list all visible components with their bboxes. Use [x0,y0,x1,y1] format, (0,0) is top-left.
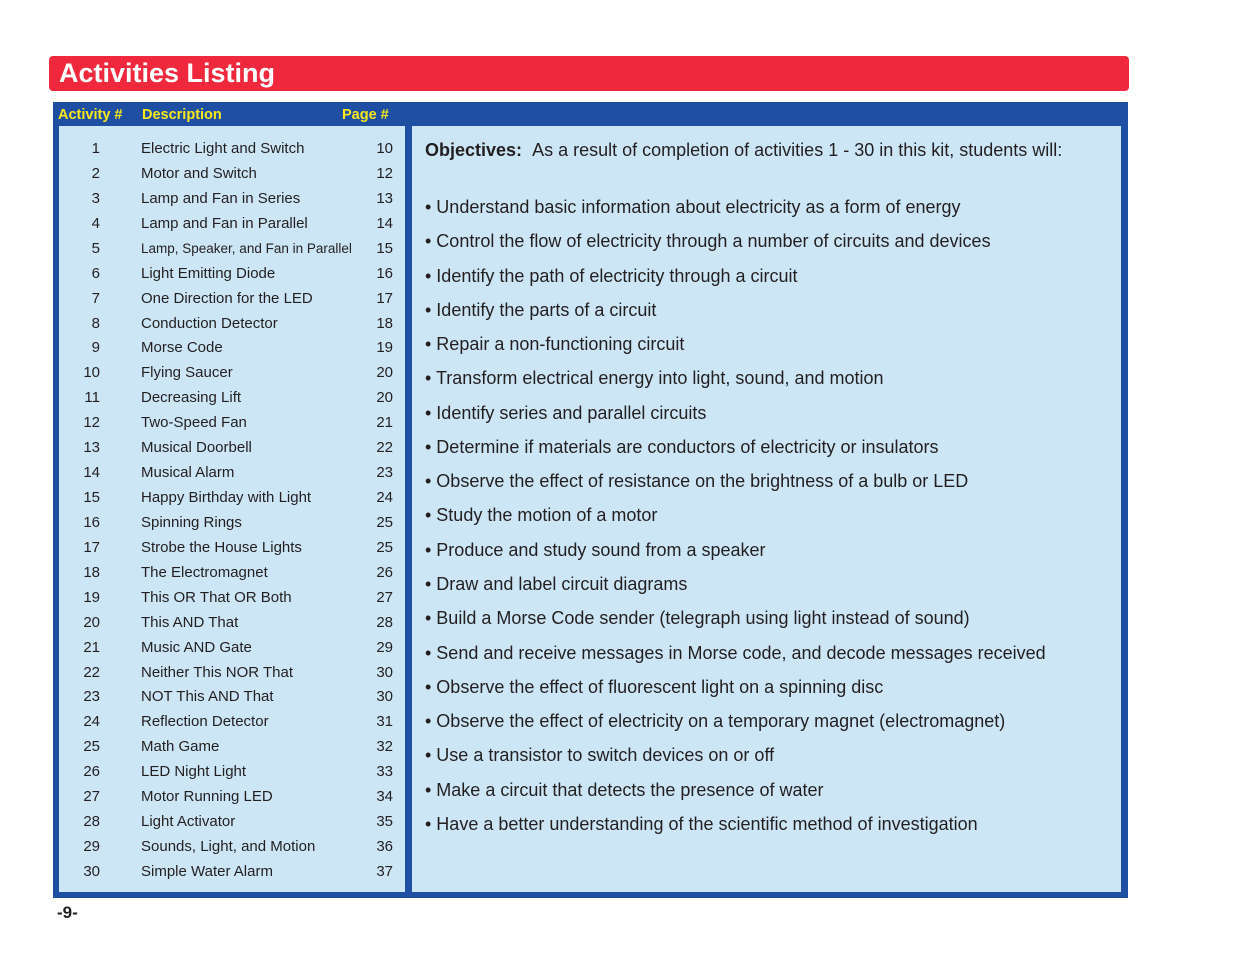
activity-page: 26 [376,563,393,581]
table-row [59,762,405,787]
activity-page: 30 [376,688,393,706]
activity-page: 25 [376,513,393,531]
table-row [59,338,405,363]
activity-number: 29 [83,838,100,856]
activity-description: Happy Birthday with Light [141,489,312,507]
activity-description: Conduction Detector [141,314,278,332]
activity-number: 4 [91,214,100,232]
table-row [59,289,405,314]
objective-item: • Repair a non-functioning circuit [425,334,685,355]
activity-description: Decreasing Lift [141,389,242,407]
table-row [59,139,405,164]
activity-number: 26 [83,763,100,781]
objectives-intro-text: As a result of completion of activities 1 - 30 in this kit, students will: [532,140,1063,160]
activity-number: 8 [91,314,100,332]
table-row [59,812,405,837]
table-row [59,314,405,339]
activity-description: Motor Running LED [141,788,273,806]
title-bar [49,56,1129,91]
objective-item: • Draw and label circuit diagrams [425,573,688,594]
activity-number: 9 [91,339,100,357]
page-title: Activities Listing [59,58,276,88]
activity-page: 29 [376,638,393,656]
activity-page: 36 [376,838,393,856]
activity-description: Light Activator [141,813,236,831]
activity-page: 33 [376,763,393,781]
objective-item: • Observe the effect of electricity on a temporary magnet (electromagnet) [425,711,1006,732]
objective-item: • Observe the effect of resistance on the brightness of a bulb or LED [425,471,969,492]
activity-description: NOT This AND That [141,688,274,706]
activity-page: 27 [376,588,393,606]
table-row [59,862,405,887]
objective-item: • Use a transistor to switch devices on or off [425,745,775,766]
activity-page: 37 [376,862,393,880]
activity-page: 18 [376,314,393,332]
activity-description: Strobe the House Lights [141,538,302,556]
activity-page: 31 [376,713,393,731]
activity-page: 28 [376,613,393,631]
activity-number: 13 [83,439,100,457]
table-row [59,712,405,737]
objective-item: • Determine if materials are conductors of electricity or insulators [425,436,939,457]
objective-item: • Produce and study sound from a speaker [425,539,766,560]
objective-item: • Identify the parts of a circuit [425,299,657,320]
objective-item: • Observe the effect of fluorescent light on a spinning disc [425,676,884,697]
activity-page: 24 [376,489,393,507]
table-row [59,513,405,538]
activity-description: Musical Doorbell [141,439,252,457]
table-row [59,613,405,638]
table-row [59,463,405,488]
activity-page: 34 [376,788,393,806]
activity-page: 20 [376,364,393,382]
activity-page: 25 [376,538,393,556]
activity-page: 20 [376,389,393,407]
activity-number: 22 [83,663,100,681]
activity-page: 21 [376,414,393,432]
objectives-panel [412,126,1121,892]
table-row [59,687,405,712]
objective-item: • Build a Morse Code sender (telegraph using light instead of sound) [425,608,970,629]
activity-number: 1 [91,140,100,157]
page-number: -9- [57,903,78,922]
activity-number: 6 [91,264,100,282]
activity-description: Lamp and Fan in Parallel [141,214,308,232]
activity-page: 22 [376,439,393,457]
activity-description: LED Night Light [141,763,247,781]
page-number-header: Page # [342,107,389,123]
table-row [59,264,405,289]
activity-page: 14 [376,214,393,232]
activity-page: 19 [376,339,393,357]
activity-page: 16 [376,264,393,282]
table-row [59,189,405,214]
activity-page: 23 [376,464,393,482]
activity-number: 24 [83,713,100,731]
table-row [59,388,405,413]
activity-number: 27 [83,788,100,806]
activity-description: Two-Speed Fan [141,414,247,432]
activities-frame [53,102,1128,898]
activity-number: 19 [83,588,100,606]
activity-description: Reflection Detector [141,713,269,731]
activity-description: This OR That OR Both [141,588,292,606]
objectives-intro [425,139,1062,161]
table-row [59,438,405,463]
activity-number: 11 [84,389,100,407]
table-row [59,164,405,189]
objective-item: • Send and receive messages in Morse code, and decode messages received [425,642,1046,663]
objective-item: • Transform electrical energy into light, sound, and motion [425,368,884,389]
objective-item: • Identify the path of electricity through a circuit [425,265,798,286]
activity-page: 10 [376,140,393,157]
activity-number: 2 [91,164,100,182]
activity-description: Math Game [141,738,220,756]
objectives-label: Objectives: [425,140,523,160]
activities-list [59,126,405,892]
activity-number: 25 [83,738,100,756]
activity-page: 13 [376,189,393,207]
activity-page: 12 [376,164,393,182]
activity-number: 10 [83,364,100,382]
activity-description: One Direction for the LED [141,289,313,307]
objective-item: • Make a circuit that detects the presence of water [425,779,824,800]
activity-description: Lamp and Fan in Series [141,189,301,207]
activity-number: 15 [83,489,100,507]
activity-description: Morse Code [141,339,223,357]
activity-description: Light Emitting Diode [141,264,276,282]
objective-item: • Study the motion of a motor [425,505,658,526]
table-row [59,363,405,388]
activity-number: 23 [83,688,100,706]
table-row [59,787,405,812]
activity-page: 35 [376,813,393,831]
activity-page: 17 [376,289,393,307]
table-row [59,239,405,264]
table-row [59,588,405,613]
table-row [59,737,405,762]
description-header: Description [142,107,222,123]
activity-page: 32 [376,738,393,756]
activity-page: 30 [376,663,393,681]
activity-number: 16 [83,513,100,531]
activity-number: 30 [83,862,100,880]
activity-description: Neither This NOR That [141,663,293,681]
activity-description: Music AND Gate [141,638,252,656]
activity-description: This AND That [141,613,239,631]
activity-number: 7 [91,289,100,307]
activity-number: 5 [91,239,100,257]
table-row [59,538,405,563]
table-row [59,563,405,588]
table-row [59,837,405,862]
activity-description: Motor and Switch [141,164,257,182]
activity-number: 18 [83,563,100,581]
activity-number: 28 [83,813,100,831]
activity-number: 21 [83,638,100,656]
table-row [59,663,405,688]
activity-description: Musical Alarm [141,464,235,482]
activity-number: 20 [83,613,100,631]
objective-item: • Identify series and parallel circuits [425,402,707,423]
table-row [59,488,405,513]
activity-description: The Electromagnet [141,563,268,581]
activity-description: Sounds, Light, and Motion [141,838,316,856]
activity-number: 3 [91,189,100,207]
activity-number-header: Activity # [58,107,123,123]
activity-description: Spinning Rings [141,513,242,531]
table-row [59,413,405,438]
activity-number: 14 [83,464,100,482]
objective-item: • Have a better understanding of the scientific method of investigation [425,813,978,834]
objective-item: • Understand basic information about electricity as a form of energy [425,197,961,217]
table-row [59,638,405,663]
activity-number: 17 [83,538,100,556]
activity-description: Lamp, Speaker, and Fan in Parallel [141,240,352,256]
activity-page: 15 [376,239,393,257]
activity-description: Flying Saucer [141,364,233,382]
table-row [59,214,405,239]
objective-item: • Control the flow of electricity through a number of circuits and devices [425,231,991,252]
activity-description: Electric Light and Switch [141,140,305,157]
activity-number: 12 [83,414,100,432]
activity-description: Simple Water Alarm [141,862,273,880]
